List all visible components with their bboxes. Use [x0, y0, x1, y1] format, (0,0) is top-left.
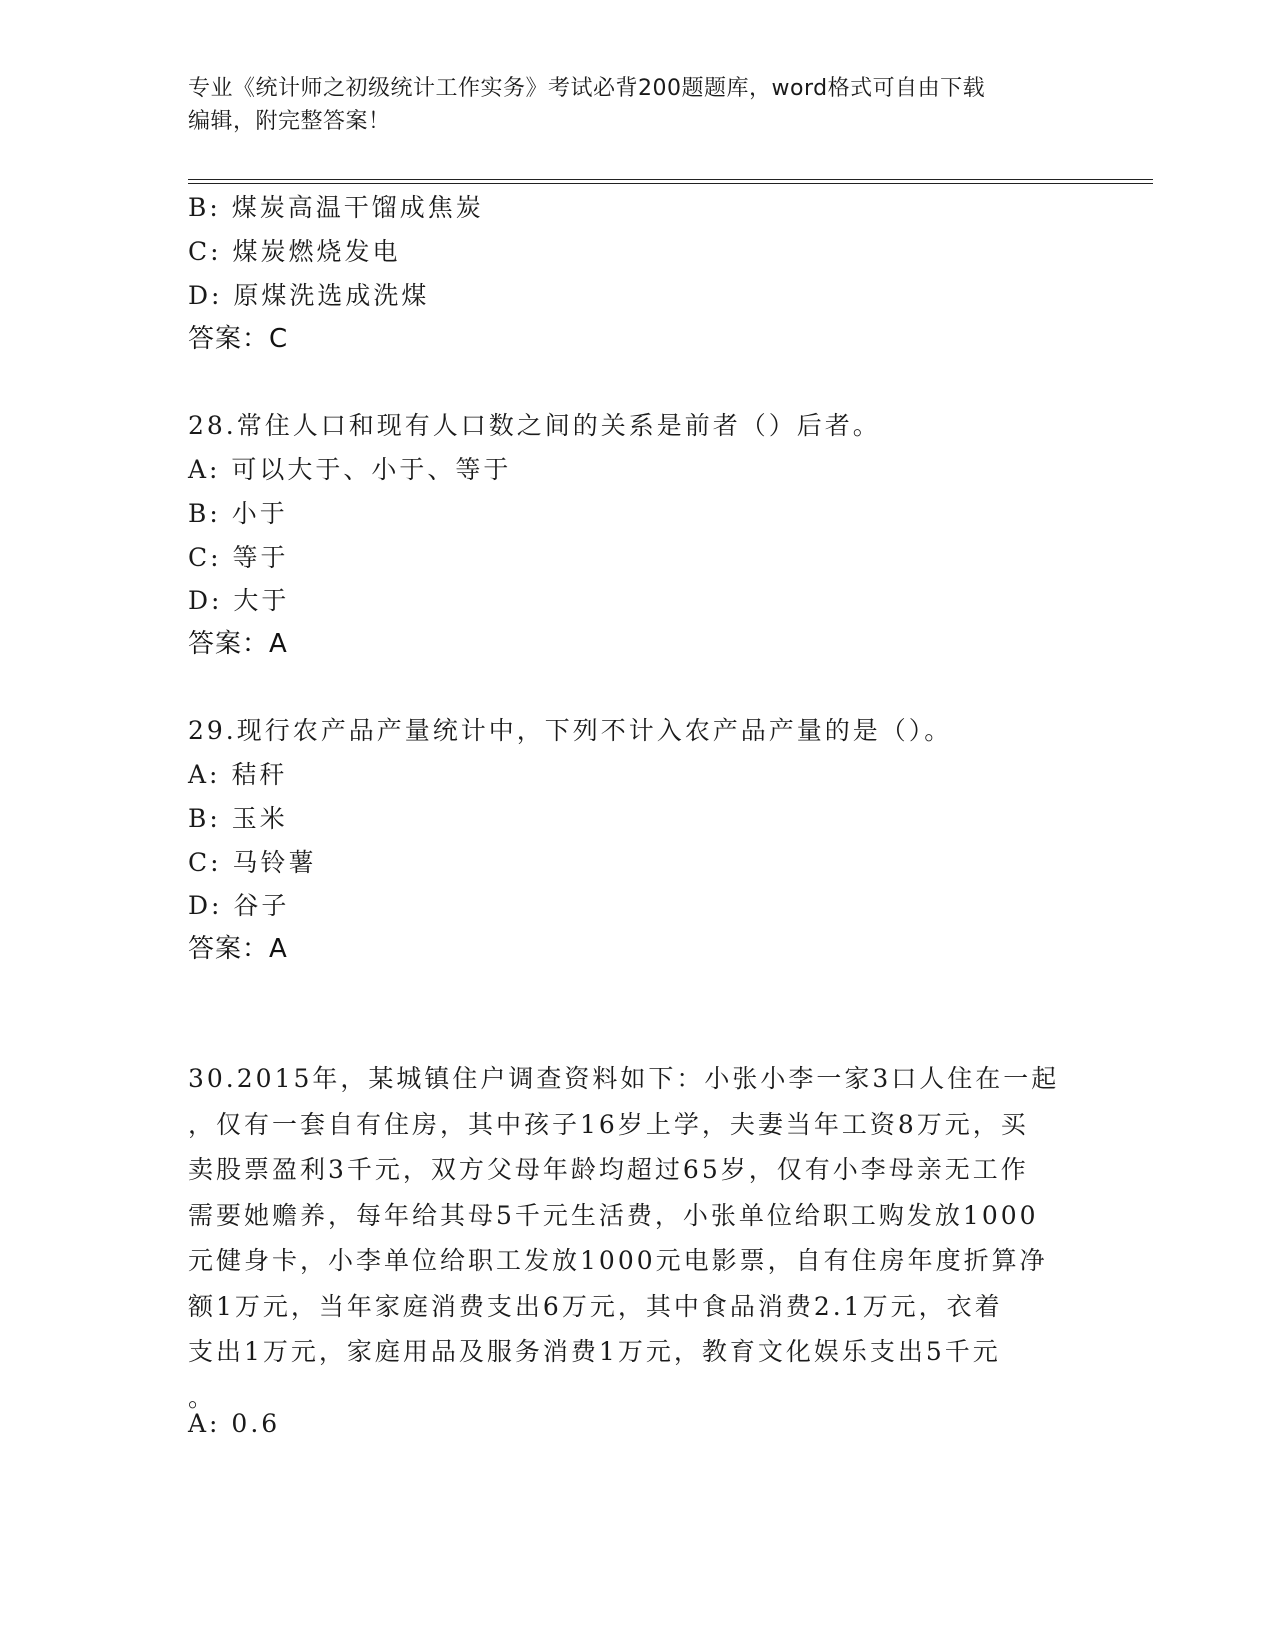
q27-option-b: B: 煤炭高温干馏成焦炭 [188, 193, 484, 222]
q30-line-7: 支出1万元，家庭用品及服务消费1万元，教育文化娱乐支出5千元 [188, 1337, 1001, 1366]
q30-question [188, 1056, 1088, 1420]
q30-line-2: ，仅有一套自有住房，其中孩子16岁上学，夫妻当年工资8万元，买 [188, 1109, 1029, 1139]
q27-option-c: C: 煤炭燃烧发电 [188, 237, 401, 266]
q29-answer: 答案：A [188, 934, 288, 964]
q29-question: 29.现行农产品产量统计中，下列不计入农产品产量的是（）。 [188, 716, 953, 745]
q30-line-1: 30.2015年，某城镇住户调查资料如下：小张小李一家3口人住在一起 [188, 1064, 1060, 1093]
q28-option-d: D: 大于 [188, 586, 290, 615]
q28-option-a: A: 可以大于、小于、等于 [188, 455, 512, 484]
q29-option-d: D: 谷子 [188, 891, 290, 920]
q30-line-6: 额1万元，当年家庭消费支出6万元，其中食品消费2.1万元，衣着 [188, 1291, 1003, 1321]
q28-option-c: C: 等于 [188, 543, 289, 572]
document-header [188, 72, 1088, 138]
q30-line-4: 需要她赡养，每年给其母5千元生活费，小张单位给职工购发放1000 [188, 1200, 1039, 1230]
q30-line-8: 。 [188, 1382, 217, 1412]
q30-line-3: 卖股票盈利3千元，双方父母年龄均超过65岁，仅有小李母亲无工作 [188, 1155, 1029, 1184]
q28-option-b: B: 小于 [188, 499, 288, 528]
q29-option-c: C: 马铃薯 [188, 848, 317, 877]
q29-option-a: A: 秸秆 [188, 760, 288, 789]
q30-option-a: A: 0.6 [188, 1409, 281, 1438]
q28-answer: 答案：A [188, 629, 288, 659]
header-line-2: 编辑，附完整答案！ [188, 109, 391, 134]
q29-option-b: B: 玉米 [188, 804, 288, 833]
q27-option-d: D: 原煤洗选成洗煤 [188, 281, 430, 310]
header-line-1: 专业《统计师之初级统计工作实务》考试必背200题题库，word格式可自由下载 [188, 76, 986, 101]
q30-line-5: 元健身卡，小李单位给职工发放1000元电影票，自有住房年度折算净 [188, 1246, 1048, 1275]
header-divider-bottom [188, 183, 1153, 184]
header-divider-top [188, 179, 1153, 180]
q27-answer: 答案：C [188, 324, 289, 354]
q28-question: 28.常住人口和现有人口数之间的关系是前者（）后者。 [188, 411, 881, 440]
